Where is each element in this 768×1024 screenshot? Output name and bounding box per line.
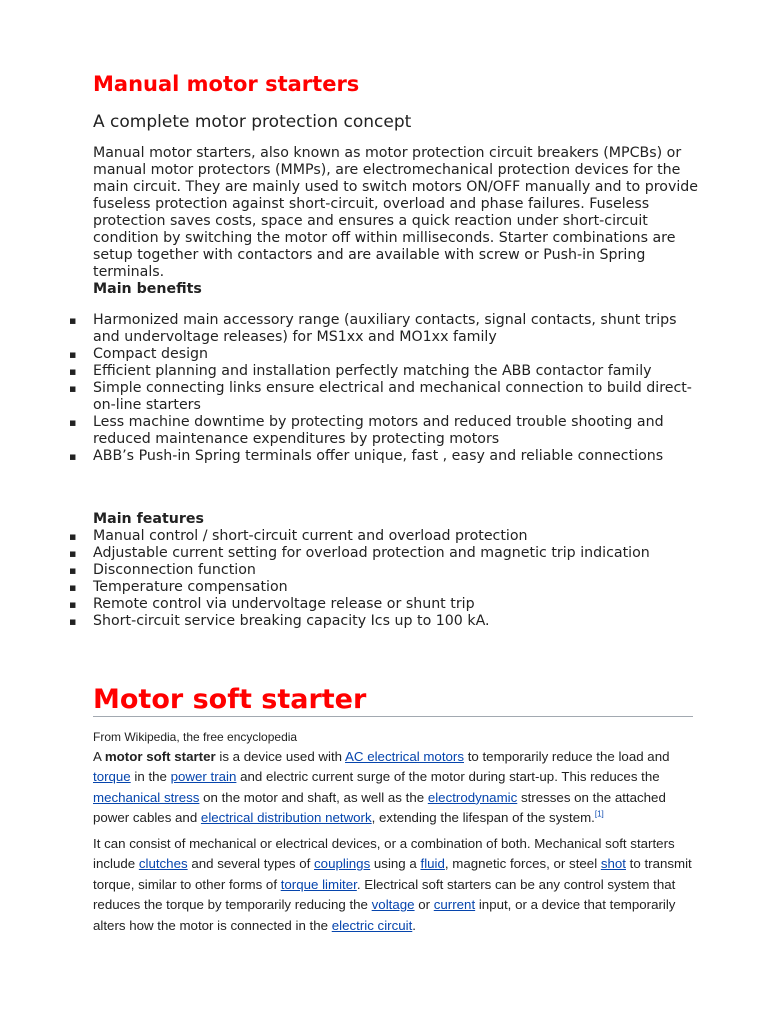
link-electric-circuit[interactable]: electric circuit: [331, 917, 413, 933]
benefits-heading: Main benefits: [93, 281, 202, 297]
text-run: and several types of: [187, 856, 315, 872]
link-fluid[interactable]: fluid: [420, 856, 445, 872]
intro-paragraph: Manual motor starters, also known as motor protection circuit breakers (MPCBs) or manual motor protectors (MMPs), are electromechanical protection devices for the main circuit. They are mainly used to switch motors ON/OFF manually and to provide fuseless protection against short-circuit, overload and phase failures. Fuseless protection saves costs, space and ensures a quick reaction under short-circuit condition by switching the motor off within milliseconds. Starter combinations are setup together with contactors and are available with screw or Push-in Spring terminals.: [93, 145, 699, 280]
wiki-paragraph-1: [93, 747, 698, 829]
source-note: From Wikipedia, the free encyclopedia: [93, 730, 298, 744]
list-item: ▪ Remote control via undervoltage release or shunt trip: [93, 596, 693, 613]
link-torque[interactable]: torque: [93, 769, 131, 785]
link-shot[interactable]: shot: [600, 856, 626, 872]
list-item: ▪ Harmonized main accessory range (auxiliary contacts, signal contacts, shunt trips and undervoltage releases) for MS1xx and MO1xx family: [93, 312, 703, 346]
link-voltage[interactable]: voltage: [371, 897, 415, 913]
text-run: in the: [130, 769, 171, 785]
link-power-train[interactable]: power train: [170, 769, 237, 785]
section-title-manual-motor-starters: Manual motor starters: [93, 72, 360, 96]
section-title-motor-soft-starter: Motor soft starter: [93, 684, 693, 717]
text-run: , extending the lifespan of the system.: [371, 810, 595, 826]
link-current[interactable]: current: [433, 897, 476, 913]
list-item: ▪ Efficient planning and installation perfectly matching the ABB contactor family: [93, 363, 703, 380]
list-item: ▪ Adjustable current setting for overload protection and magnetic trip indication: [93, 545, 693, 562]
text-run: to transmit torque, similar to other forms of: [93, 856, 692, 892]
list-item: ▪ Compact design: [93, 346, 703, 363]
text-run: stresses on the attached power cables and: [93, 789, 666, 826]
benefits-list: [93, 312, 703, 465]
citation-link[interactable]: [1]: [594, 809, 604, 819]
text-run: or: [414, 897, 434, 913]
text-run: , magnetic forces, or steel: [444, 856, 601, 872]
list-item: ▪ Less machine downtime by protecting motors and reduced trouble shooting and reduced maintenance expenditures by protecting motors: [93, 414, 703, 448]
link-couplings[interactable]: couplings: [314, 856, 371, 872]
list-item: ▪ Disconnection function: [93, 562, 693, 579]
features-heading: Main features: [93, 511, 204, 527]
link-clutches[interactable]: clutches: [138, 856, 188, 872]
list-item: ▪ Short-circuit service breaking capacity Ics up to 100 kA.: [93, 613, 693, 630]
link-electrodynamic[interactable]: electrodynamic: [427, 789, 518, 805]
features-list: [93, 528, 693, 630]
list-item: ▪ ABB’s Push-in Spring terminals offer unique, fast , easy and reliable connections: [93, 448, 703, 465]
list-item: ▪ Manual control / short-circuit current and overload protection: [93, 528, 693, 545]
text-run: to temporarily reduce the load and: [464, 749, 670, 764]
text-run: . Electrical soft starters can be any control system that reduces the torque by temporarily reducing the: [93, 876, 676, 913]
section-subtitle: A complete motor protection concept: [93, 112, 412, 132]
wiki-paragraph-2: [93, 834, 698, 936]
text-run: .: [412, 917, 416, 933]
text-run: It can consist of mechanical or electrical devices, or a combination of both. Mechanical soft starters include: [93, 836, 675, 872]
link-electrical-distribution-network[interactable]: electrical distribution network: [200, 810, 372, 826]
list-item: ▪ Simple connecting links ensure electrical and mechanical connection to build direct-on-line starters: [93, 380, 703, 414]
link-ac-electrical-motors[interactable]: AC electrical motors: [345, 749, 464, 764]
text-run: is a device used with: [215, 749, 346, 764]
text-run: and electric current surge of the motor during start-up. This reduces the: [236, 769, 660, 785]
list-item: ▪ Temperature compensation: [93, 579, 693, 596]
link-mechanical-stress[interactable]: mechanical stress: [93, 789, 200, 805]
text-run: on the motor and shaft, as well as the: [199, 789, 428, 805]
term-bold: motor soft starter: [104, 749, 216, 764]
text-run: using a: [370, 856, 421, 872]
link-torque-limiter[interactable]: torque limiter: [280, 876, 357, 892]
text-run: A: [93, 749, 105, 764]
text-run: input, or a device that temporarily alters how the motor is connected in the: [93, 897, 676, 933]
